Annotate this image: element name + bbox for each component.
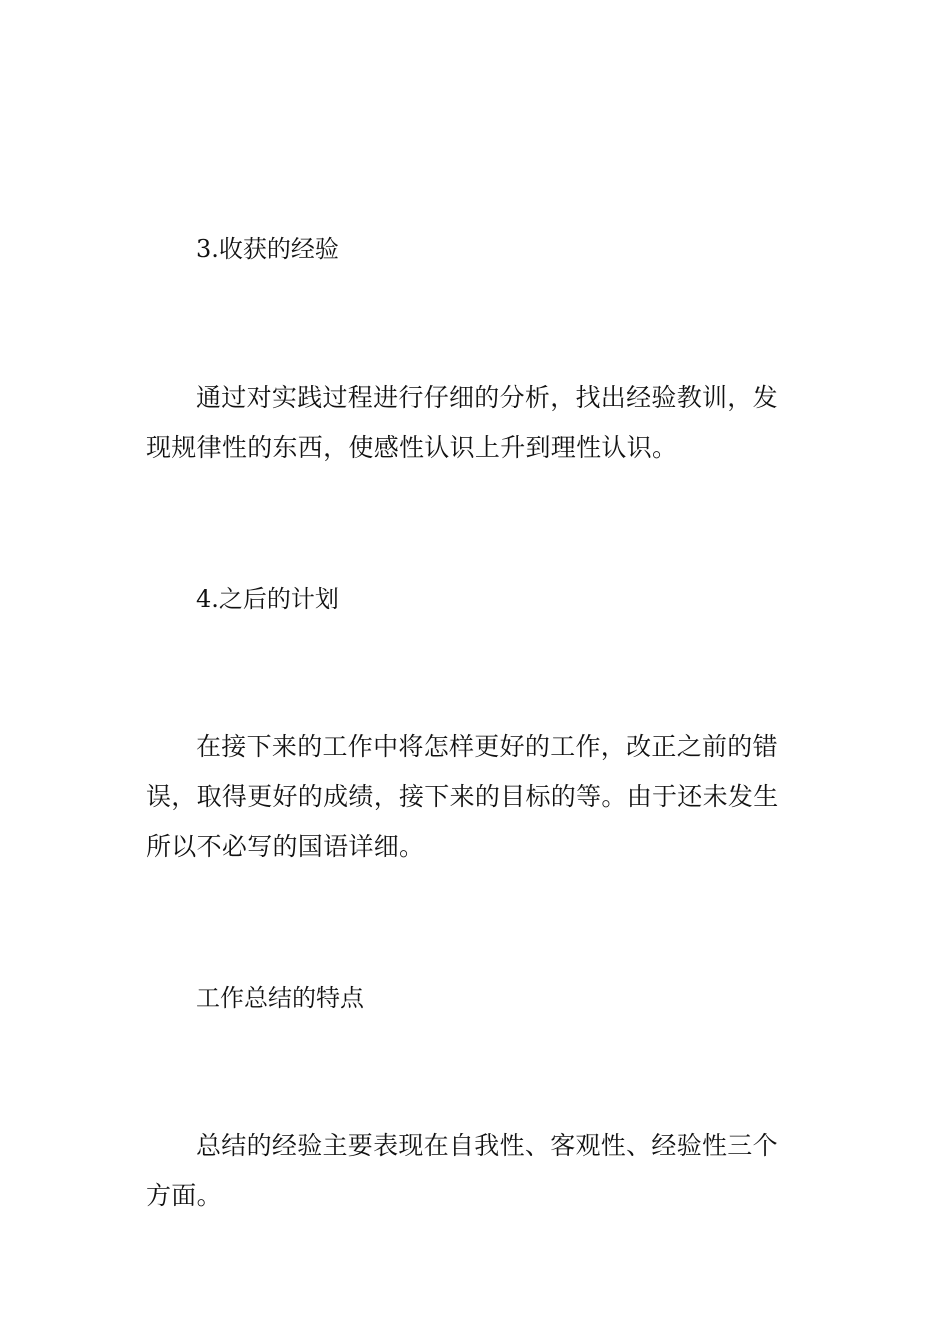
paragraph-line: 现规律性的东西，使感性认识上升到理性认识。 — [146, 433, 678, 462]
paragraph-line: 误，取得更好的成绩，接下来的目标的等。由于还未发生 — [146, 782, 779, 811]
paragraph-line: 通过对实践过程进行仔细的分析，找出经验教训，发 — [196, 383, 778, 412]
paragraph-line: 总结的经验主要表现在自我性、客观性、经验性三个 — [196, 1131, 778, 1160]
paragraph-line: 所以不必写的国语详细。 — [146, 832, 425, 861]
heading-plan: 4.之后的计划 — [196, 585, 339, 613]
paragraph-line: 在接下来的工作中将怎样更好的工作，改正之前的错 — [196, 732, 778, 761]
heading-features: 工作总结的特点 — [196, 984, 364, 1012]
paragraph-line: 方面。 — [146, 1181, 222, 1210]
heading-experience: 3.收获的经验 — [196, 235, 339, 263]
